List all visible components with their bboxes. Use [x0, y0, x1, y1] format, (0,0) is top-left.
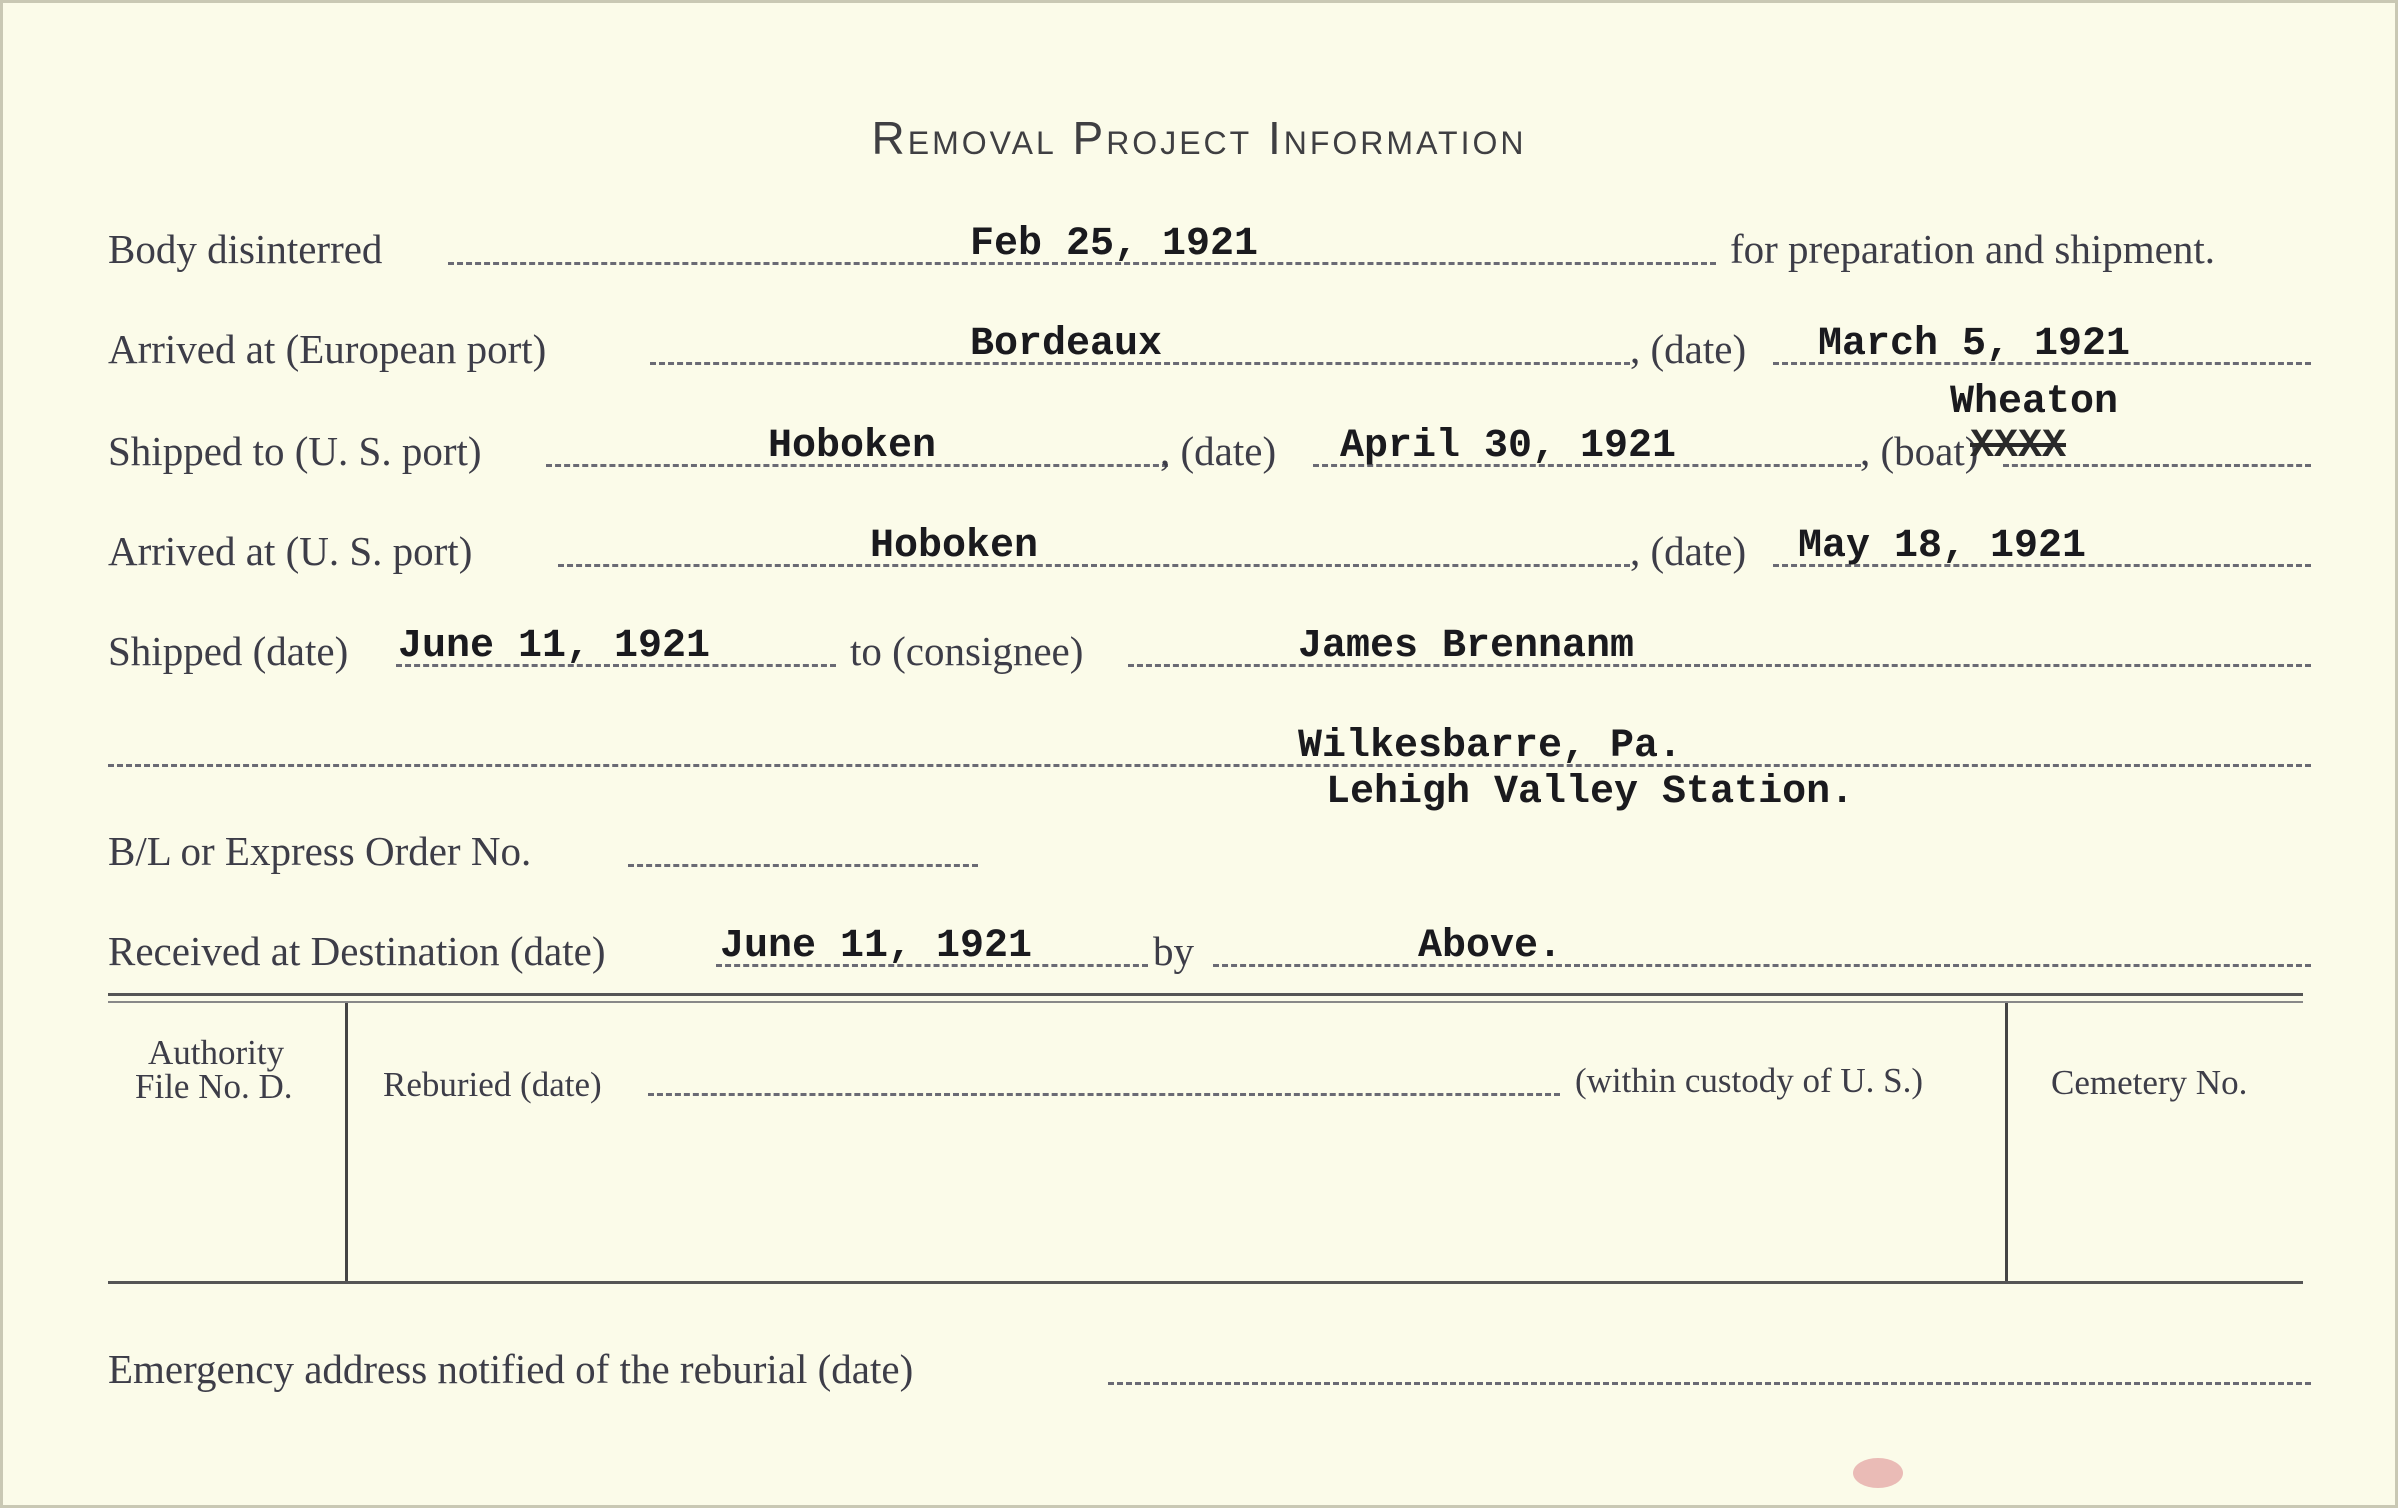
received-by-value: Above.: [1418, 924, 1563, 969]
body-disinterred-value: Feb 25, 1921: [970, 222, 1259, 267]
bl-row: [108, 815, 2305, 885]
body-disinterred-label: Body disinterred: [108, 226, 383, 272]
address-line1: Wilkesbarre, Pa.: [1298, 724, 1683, 769]
arrived-us-line: [558, 564, 1630, 567]
arrived-us-label: Arrived at (U. S. port): [108, 528, 473, 574]
shipped-us-date-label: , (date): [1160, 428, 1277, 474]
shipped-us-label: Shipped to (U. S. port): [108, 428, 482, 474]
table-divider-right: [2005, 1003, 2008, 1281]
arrived-european-row: [108, 313, 2305, 383]
bl-line: [628, 864, 978, 867]
arrived-european-port: Bordeaux: [970, 322, 1163, 367]
ink-mark: [1853, 1458, 1903, 1488]
received-label: Received at Destination (date): [108, 928, 606, 974]
body-disinterred-suffix: for preparation and shipment.: [1730, 226, 2216, 272]
arrived-european-date: March 5, 1921: [1818, 322, 2131, 367]
reburied-label: Reburied (date): [383, 1065, 602, 1104]
shipped-date: June 11, 1921: [398, 624, 711, 669]
shipped-label: Shipped (date): [108, 628, 349, 674]
arrived-us-row: [108, 515, 2305, 585]
table-divider-left: [345, 1003, 348, 1281]
table-top-rule-2: [108, 1001, 2303, 1003]
arrived-european-label: Arrived at (European port): [108, 326, 547, 372]
shipped-us-row: [108, 380, 2305, 485]
shipped-us-boat-name: Wheaton: [1950, 380, 2119, 425]
arrived-us-date: May 18, 1921: [1798, 524, 2087, 569]
file-no-label: File No. D.: [135, 1067, 293, 1106]
arrived-us-port: Hoboken: [870, 524, 1039, 569]
shipped-us-date: April 30, 1921: [1340, 424, 1677, 469]
card-title: Removal Project Information: [871, 112, 1527, 164]
received-date: June 11, 1921: [720, 924, 1033, 969]
table-bottom-rule: [108, 1281, 2303, 1284]
arrived-european-date-label: , (date): [1630, 326, 1747, 372]
consignee-label: to (consignee): [850, 628, 1084, 674]
shipped-us-boat-label: , (boat): [1860, 428, 1979, 474]
bl-label: B/L or Express Order No.: [108, 828, 532, 874]
consignee-value: James Brennanm: [1298, 624, 1635, 669]
emergency-line: [1108, 1382, 2311, 1385]
body-disinterred-row: [108, 213, 2305, 283]
custody-label: (within custody of U. S.): [1575, 1061, 1924, 1100]
emergency-label: Emergency address notified of the reburial (date): [108, 1346, 914, 1392]
cemetery-label: Cemetery No.: [2051, 1063, 2248, 1102]
received-by-line: [1213, 964, 2311, 967]
received-by-label: by: [1153, 928, 1194, 974]
emergency-row: [108, 1333, 2305, 1403]
shipped-us-boat-struck: XXXX: [1970, 424, 2067, 469]
arrived-us-date-label: , (date): [1630, 528, 1747, 574]
address-line2: Lehigh Valley Station.: [1326, 770, 1855, 815]
reburied-line: [648, 1093, 1560, 1096]
shipped-row: [108, 615, 2305, 685]
authority-label: Authority: [148, 1033, 285, 1072]
shipped-us-port: Hoboken: [768, 424, 937, 469]
table-top-rule: [108, 993, 2303, 996]
received-row: [108, 915, 2305, 985]
